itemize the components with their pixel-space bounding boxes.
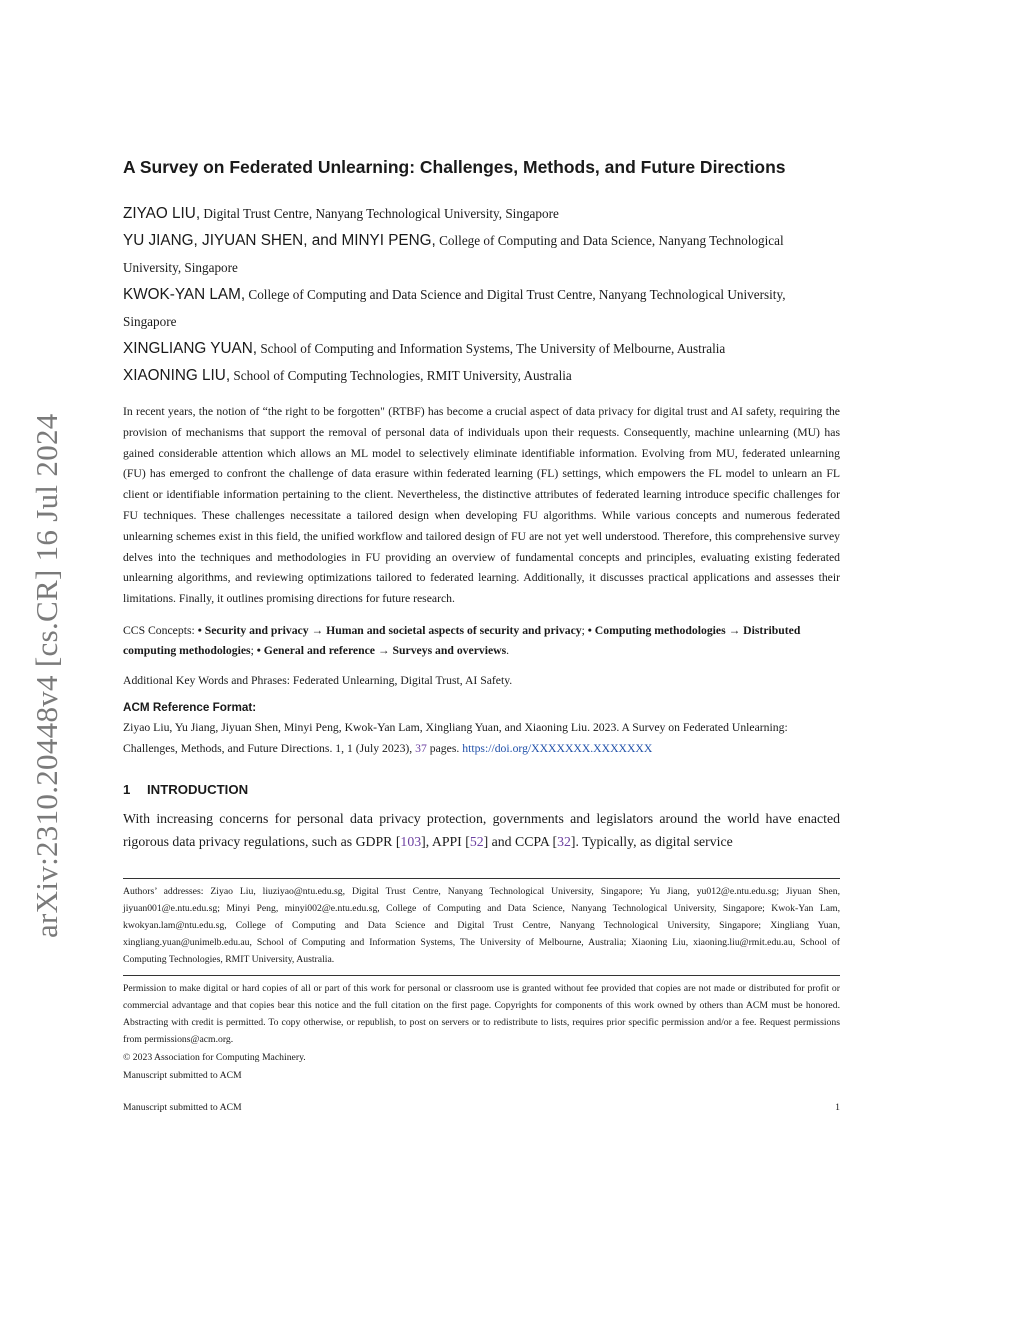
author-line (123, 281, 840, 335)
author-line (123, 362, 840, 389)
abstract: In recent years, the notion of “the right to be forgotten" (RTBF) has become a crucial aspect of data privacy for digital trust and AI safety, requiring the provision of mechanisms that support the removal of personal data of individuals upon their requests. Consequently, machine unlearning (MU) has gained considerable attention which allows an ML model to selectively eliminate identifiable information. Evolving from MU, federated unlearning (FU) has emerged to confront the challenge of data erasure within federated learning (FL) settings, which empowers the FL model to unlearn an FL client or identifiable information pertaining to the client. Nevertheless, the distinctive attributes of federated learning introduce specific challenges for FU techniques. These challenges necessitate a tailored design when developing FU algorithms. While various concepts and numerous federated unlearning schemes exist in this field, the unified workflow and tailored design of FU are not yet well understood. Therefore, this comprehensive survey delves into the techniques and methodologies in FU providing an overview of fundamental concepts and principles, evaluating existing federated unlearning algorithms, and reviewing optimizations tailored to federated learning. Additionally, it discusses practical applications and assesses their limitations. Finally, it outlines promising directions for future research. (123, 405, 840, 606)
page-number: 1 (835, 1102, 840, 1113)
authors-addresses: Authors’ addresses: Ziyao Liu, liuziyao@ntu.edu.sg, Digital Trust Centre, Nanyang Technological University, Singapore; Yu Jiang, yu012@e.ntu.edu.sg; Jiyuan Shen, jiyuan001@e.ntu.edu.sg; Minyi Peng, minyi002@e.ntu.edu.sg, College of Computing and Data Science, Nanyang Technological University, Singapore; Kwok-Yan Lam, kwokyan.lam@ntu.edu.sg, College of Computing and Data Science and Digital Trust Centre, Nanyang Technological University, Singapore; Xingliang Yuan, xingliang.yuan@unimelb.edu.au, School of Computing and Information Systems, The University of Melbourne, Australia; Xiaoning Liu, xiaoning.liu@rmit.edu.au, School of Computing Technologies, RMIT University, Australia. (123, 886, 840, 965)
acm-reference-heading: ACM Reference Format: (123, 700, 257, 714)
intro-text: ]. Typically, as digital service (570, 833, 733, 849)
paper-title: A Survey on Federated Unlearning: Challenges, Methods, and Future Directions (123, 157, 786, 177)
author-affiliation: College of Computing and Data Science and Digital Trust Centre, Nanyang Technological University, Singapore (123, 287, 786, 329)
author-list (123, 200, 840, 389)
paper-body (123, 150, 840, 853)
page-count-link[interactable]: 37 (415, 741, 427, 755)
permission-notice: Permission to make digital or hard copies of all or part of this work for personal or classroom use is granted without fee provided that copies are not made or distributed for profit or commercial advantage and that copies bear this notice and the full citation on the first page. Copyrights for components of this work owned by others than ACM must be honored. Abstracting with credit is permitted. To copy otherwise, or republish, to post on servers or to redistribute to lists, requires prior specific permission and/or a fee. Request permissions from permissions@acm.org. (123, 983, 840, 1045)
author-names: YU JIANG, JIYUAN SHEN, and MINYI PENG, (123, 232, 436, 249)
section-number: 1 (123, 781, 131, 797)
footer-left: Manuscript submitted to ACM (123, 1102, 242, 1113)
manuscript-note: Manuscript submitted to ACM (123, 1070, 242, 1081)
copyright-notice: © 2023 Association for Computing Machinery. (123, 1052, 306, 1063)
author-affiliation: School of Computing Technologies, RMIT University, Australia (230, 368, 572, 383)
ccs-label: CCS Concepts: (123, 623, 198, 637)
author-line (123, 200, 840, 227)
doi-link[interactable]: https://doi.org/XXXXXXX.XXXXXXX (462, 741, 653, 755)
acm-reference (123, 717, 840, 759)
ccs-concepts: CCS Concepts: • Security and privacy → Human and societal aspects of security and privacy; • Computing methodologies → Distributed computing methodologies; • General and reference → Surveys and overviews. (123, 623, 801, 658)
author-line (123, 227, 840, 281)
citation-link[interactable]: 103 (400, 833, 422, 849)
arxiv-id: arXiv:2310.20448v4 [cs.CR] 16 Jul 2024 (29, 413, 64, 938)
ccs-item: • Security and privacy → Human and societal aspects of security and privacy (197, 623, 582, 637)
intro-text: ] and CCPA [ (483, 833, 558, 849)
ccs-item: • Computing methodologies → Distributed computing methodologies (123, 623, 801, 658)
intro-text: With increasing concerns for personal data privacy protection, governments and legislators around the world have enacted rigorous data privacy regulations, such as GDPR [ (123, 810, 840, 849)
arxiv-watermark (29, 366, 64, 938)
author-names: XINGLIANG YUAN, (123, 340, 258, 357)
permission-block (123, 975, 840, 1084)
author-affiliation: School of Computing and Information Systems, The University of Melbourne, Australia (257, 341, 726, 356)
citation-link[interactable]: 32 (557, 833, 571, 849)
intro-paragraph (123, 807, 840, 853)
citation-link[interactable]: 52 (469, 833, 484, 849)
author-names: ZIYAO LIU, (123, 205, 201, 222)
author-names: KWOK-YAN LAM, (123, 286, 246, 303)
author-line (123, 335, 840, 362)
section-title: INTRODUCTION (147, 781, 249, 797)
intro-text: ], APPI [ (421, 833, 470, 849)
ccs-item: • General and reference → Surveys and overviews (256, 644, 507, 658)
pages-suffix: pages. (426, 741, 463, 755)
author-names: XIAONING LIU, (123, 367, 231, 384)
section-heading (123, 781, 840, 799)
authors-addresses-block (123, 878, 840, 968)
author-affiliation: Digital Trust Centre, Nanyang Technological University, Singapore (200, 206, 559, 221)
page-footer (123, 1101, 840, 1115)
author-affiliation: College of Computing and Data Science, Nanyang Technological University, Singapore (123, 233, 784, 275)
keywords: Additional Key Words and Phrases: Federated Unlearning, Digital Trust, AI Safety. (123, 673, 513, 687)
acm-reference-text: Ziyao Liu, Yu Jiang, Jiyuan Shen, Minyi Peng, Kwok-Yan Lam, Xingliang Yuan, and Xiaoning Liu. 2023. A Survey on Federated Unlearning: Challenges, Methods, and Future Directions. 1, 1 (July 2023), (123, 720, 788, 755)
